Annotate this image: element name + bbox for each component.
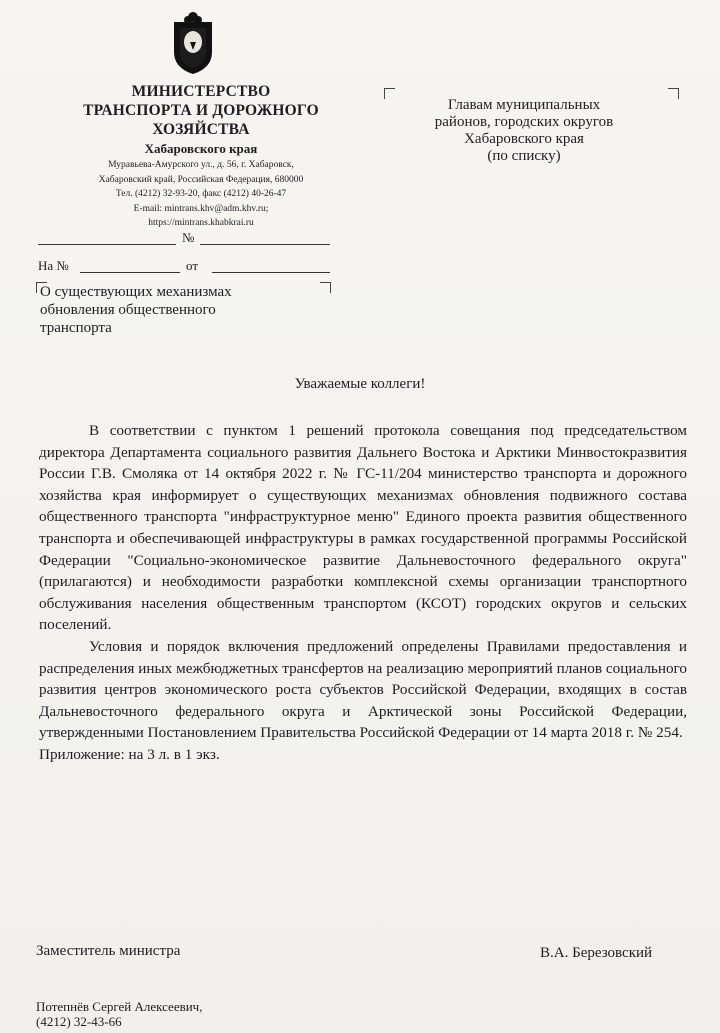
recipient-block (408, 97, 640, 165)
greeting: Уважаемые коллеги! (294, 376, 426, 392)
sender-block (36, 82, 366, 230)
recipient-corner-right (668, 88, 679, 99)
signatory-position: Заместитель министра (36, 943, 181, 959)
body-paragraph-2: Условия и порядок включения предложений определены Правилами предоставления и распределения иных межбюджетных трансфертов на реализацию мероприятий планов социального развития центров экономического роста субъектов Российской Федерации, входящих в состав Дальневосточного федерального округа и Арктической зоны Российской Федерации, утвержденными Постановлением Правительства Российской Федерации от 14 марта 2018 г. № 254. (39, 637, 687, 742)
body-paragraph-1: В соответствии с пунктом 1 решений протокола совещания под председательством директора Департамента социального развития Дальнего Востока и Арктики Минвостокразвития России Г.В. Смоляка от 14 октября 2022 г. № ГС-11/204 министерство транспорта и дорожного хозяйства края информирует о существующих механизмах обновления подвижного состава общественного транспорта "инфраструктурное меню" Единого проекта развития общественного транспорта и обеспечивающей инфраструктуры в рамках государственной программы Российской Федерации "Социально-экономическое развитие Дальневосточного федерального округа" (прилагаются) и необходимости разработки комплексной схемы организации транспортного обслуживания населения общественным транспортом (КСОТ) городских округов и сельских поселений. (39, 422, 687, 634)
recipient-line2: районов, городских округов (434, 114, 614, 130)
incoming-date-line (212, 272, 330, 273)
on-number-label: На № (38, 258, 69, 273)
subject-line2: обновления общественного (40, 302, 216, 318)
subject-line3: транспорта (40, 320, 112, 336)
bear-emblem-icon (168, 12, 218, 78)
recipient-line3: Хабаровского края (464, 131, 584, 147)
recipient-line4: (по списку) (487, 148, 561, 164)
outgoing-date-line (38, 244, 176, 245)
number-sign: № (182, 230, 195, 245)
signatory-name: В.А. Березовский (540, 945, 653, 961)
subject-block (40, 283, 300, 337)
subject-line1: О существующих механизмах (40, 284, 232, 300)
ministry-name-line1: МИНИСТЕРСТВО (131, 83, 271, 100)
executor-block (36, 999, 202, 1029)
incoming-number-line (80, 272, 180, 273)
ministry-region: Хабаровского края (144, 141, 258, 156)
address-line1: Муравьева-Амурского ул., д. 56, г. Хабаровск, (108, 160, 294, 170)
website-line: https://mintrans.khabkrai.ru (148, 218, 254, 228)
executor-name: Потепнёв Сергей Алексеевич, (36, 999, 203, 1014)
recipient-line1: Главам муниципальных (447, 97, 601, 113)
executor-phone: (4212) 32-43-66 (36, 1014, 122, 1029)
email-line: E-mail: mintrans.khv@adm.khv.ru; (133, 203, 269, 214)
ministry-name-line2: ТРАНСПОРТА И ДОРОЖНОГО (83, 102, 319, 119)
attachment-note: Приложение: на 3 л. в 1 экз. (39, 745, 220, 763)
phone-line: Тел. (4212) 32-93-20, факс (4212) 40-26-47 (115, 189, 287, 199)
recipient-corner-left (384, 88, 395, 99)
ministry-name-line3: ХОЗЯЙСТВА (152, 121, 250, 138)
from-label: от (186, 258, 199, 273)
address-line2: Хабаровский край, Российская Федерация, 680000 (98, 174, 304, 185)
subject-corner-right (320, 282, 331, 293)
outgoing-number-line (200, 244, 330, 245)
letter-body (39, 420, 687, 766)
